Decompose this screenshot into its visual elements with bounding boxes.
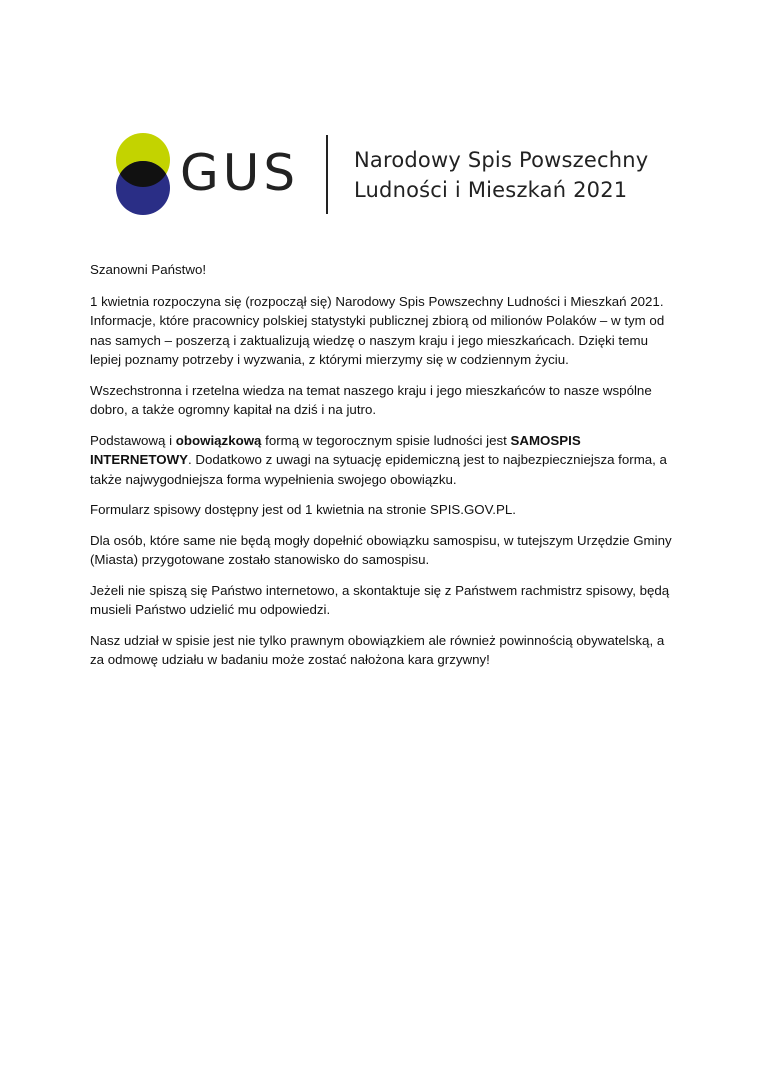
header-divider	[326, 135, 328, 214]
paragraph-obligation: Nasz udział w spisie jest nie tylko prawnym obowiązkiem ale również powinnością obywatelską, a za odmowę udziału w badaniu może zostać nałożona kara grzywny!	[90, 632, 665, 667]
paragraph-census-intro: 1 kwietnia rozpoczyna się (rozpoczął się) Narodowy Spis Powszechny Ludności i Mieszkań 2021. Informacje, które pracownicy polskiej statystyki publicznej zbiorą od milionów Polaków – w tym od nas samych – poszerzą i zaktualizują wiedzę o naszym kraju i jego mieszkańcach. Dzięki temu lepiej poznamy potrzeby i wyzwania, z którymi mierzymy się w codziennym życiu.	[90, 293, 665, 367]
census-title-line-2: Ludności i Mieszkań 2021	[354, 178, 628, 202]
census-title-line-1: Narodowy Spis Powszechny	[354, 148, 649, 172]
mandatory-emphasis: obowiązkową	[175, 432, 262, 448]
online-self-census-emphasis: SAMOSPIS INTERNETOWY	[90, 432, 581, 467]
paragraph-enumerator: Jeżeli nie spiszą się Państwo internetowo, a skontaktuje się z Państwem rachmistrz spisowy, będą musieli Państwo udzielić mu odpowiedzi.	[90, 582, 670, 617]
p3-text-e: . Dodatkowo z uwagi na sytuację epidemiczną jest to najbezpieczniejsza forma, a także najwygodniejsza forma wypełnienia swojego obowiązku.	[90, 452, 667, 487]
p3-text-a: Podstawową i	[90, 432, 176, 448]
p3-text-c: formą w tegorocznym spisie ludności jest	[261, 432, 511, 448]
gus-logo-text: GUS	[180, 144, 300, 202]
gus-logo-mark	[116, 133, 170, 215]
paragraph-knowledge: Wszechstronna i rzetelna wiedza na temat naszego kraju i jego mieszkańców to nasze wspólne dobro, a także ogromny kapitał na dziś i na jutro.	[90, 382, 652, 417]
paragraph-office-station: Dla osób, które same nie będą mogły dopełnić obowiązku samospisu, w tutejszym Urzędzie Gminy (Miasta) przygotowane zostało stanowisko do samospisu.	[90, 532, 672, 567]
letter-body	[90, 260, 678, 681]
greeting: Szanowni Państwo!	[90, 262, 207, 277]
paragraph-form-availability: Formularz spisowy dostępny jest od 1 kwietnia na stronie SPIS.GOV.PL.	[90, 502, 516, 517]
paragraph-online-self-census	[90, 431, 678, 490]
census-title	[354, 145, 648, 205]
